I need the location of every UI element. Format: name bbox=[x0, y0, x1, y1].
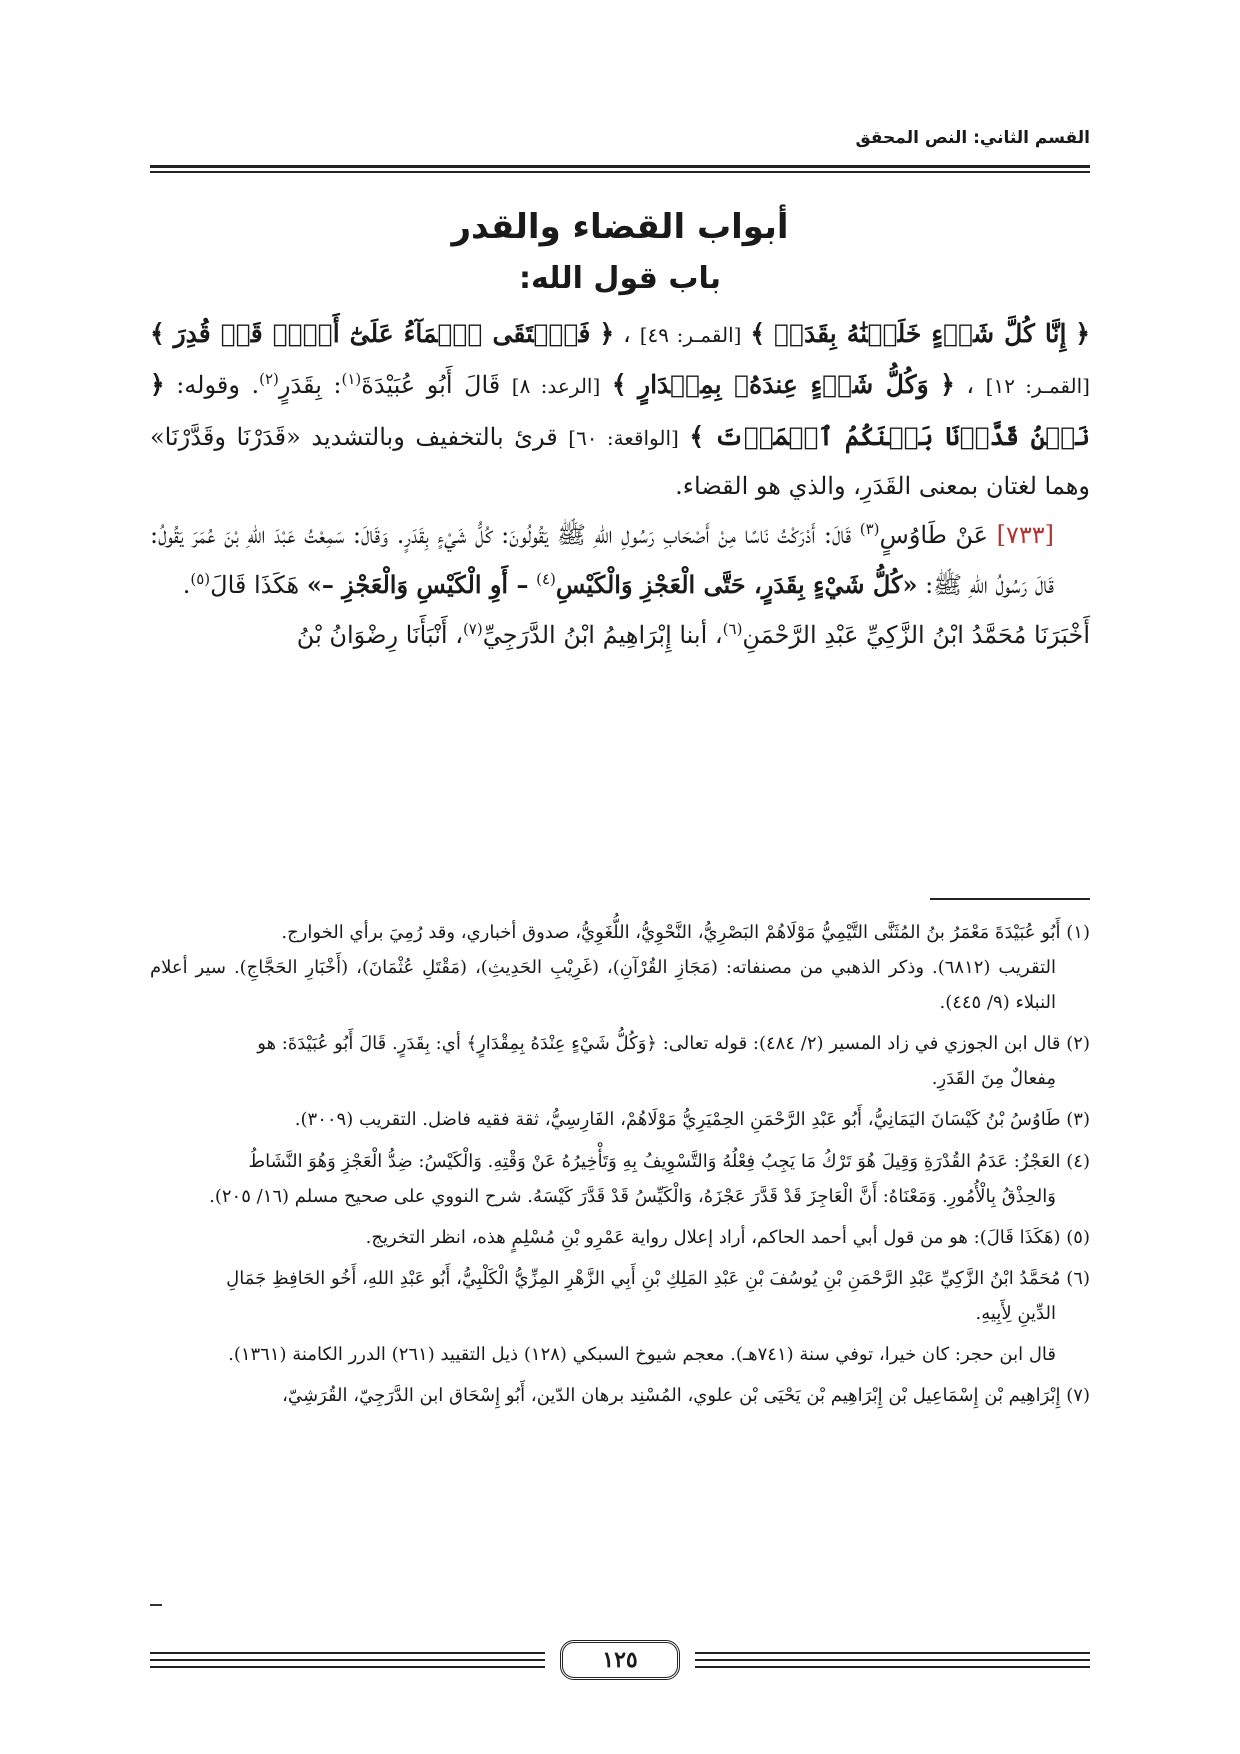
separator: ، bbox=[623, 320, 631, 349]
footnote-number: (٢) bbox=[1066, 1033, 1090, 1055]
hadith-text: «كُلُّ شَيْءٍ بِقَدَرٍ، حَتَّى الْعَجْزِ وَالْكَيْسِ bbox=[555, 570, 918, 600]
footnote-continuation: التقريب (٦٨١٢). وذكر الذهبي من مصنفاته: (مَجَازِ القُرْآنِ)، (غَرِيْبِ الحَدِيثِ)، (مَقْتَلِ عُثْمَانَ)، (أَخْبَارِ الحَجَّاجِ). سير أعلام النبلاء (٩/ ٤٤٥). bbox=[150, 957, 1057, 1014]
footnote-separator bbox=[930, 898, 1090, 900]
body-text: ، أَنْبَأَنَا رِضْوَانُ بْنُ bbox=[296, 620, 463, 649]
footnotes bbox=[150, 915, 1090, 1419]
footer-rule bbox=[150, 1652, 545, 1654]
body-text: : بِقَدَرٍ bbox=[278, 371, 342, 400]
verses-paragraph bbox=[150, 308, 1090, 511]
separator: ، bbox=[966, 371, 975, 400]
footer-rule bbox=[695, 1659, 1090, 1661]
footer-rule bbox=[150, 1666, 545, 1668]
verse-reference: [الواقعة: ٦٠] bbox=[568, 425, 679, 450]
ornate-bracket: ﴾ bbox=[750, 319, 766, 349]
footnote bbox=[150, 1378, 1090, 1413]
footnote-continuation: مِفعالٌ مِنَ القَدَرِ. bbox=[931, 1068, 1056, 1090]
hadith-paragraph bbox=[150, 511, 1090, 610]
quran-verse: وَكُلُّ شَيۡءٍ عِندَهُۥ بِمِقۡدَارٍ bbox=[638, 370, 929, 400]
footnote-number: (٦) bbox=[1066, 1267, 1090, 1289]
ornate-bracket: ﴿ bbox=[940, 370, 955, 400]
footnote bbox=[150, 1144, 1090, 1214]
quran-verse: فَٱلۡتَقَى ٱلۡمَآءُ عَلَىٰٓ أَمۡرٖ قَدۡ قُدِرَ bbox=[173, 319, 591, 349]
body-text: هَكَذَا قَالَ bbox=[210, 571, 300, 600]
ornate-bracket: ﴿ bbox=[599, 319, 615, 349]
isnad-paragraph bbox=[150, 611, 1090, 660]
footnote-marker: (٢) bbox=[259, 370, 279, 389]
verse-reference: [القمـر: ٤٩] bbox=[639, 323, 742, 348]
footnote-number: (٧) bbox=[1066, 1385, 1090, 1407]
footnote-text: قال ابن الجوزي في زاد المسير (٢/ ٤٨٤): قوله تعالى: ﴿وَكُلُّ شَيْءٍ عِنْدَهُ بِمِقْدَارٍ﴾ أي: بِقَدَرٍ. قَالَ أَبُو عُبَيْدَةَ: هو bbox=[257, 1033, 1061, 1055]
body-text: . وقوله: bbox=[176, 371, 260, 400]
footer-rule bbox=[695, 1666, 1090, 1668]
footnote-number: (٥) bbox=[1066, 1226, 1090, 1248]
footnote-marker: (٦) bbox=[722, 619, 743, 638]
running-head: القسم الثاني: النص المحقق bbox=[855, 128, 1090, 148]
body-text: ، أبنا إِبْرَاهِيمُ ابْنُ الدَّرَجِيِّ bbox=[482, 620, 723, 649]
footnote-text: (هَكَذَا قَالَ): هو من قول أبي أحمد الحاكم، أراد إعلال رواية عَمْرِو بْنِ مُسْلِمٍ هذه، انظر التخريج. bbox=[365, 1226, 1061, 1248]
footnote-text: العَجْزُ: عَدَمُ القُدْرَةِ وَقِيلَ هُوَ تَرْكُ مَا يَجِبُ فِعْلُهُ وَالتَّسْوِيفُ بِهِ وَتَأْخِيرُهُ عَنْ وَقْتِهِ. وَالْكَيْسُ: ضِدُّ الْعَجْزِ وَهُوَ النَّشَاطُ bbox=[248, 1150, 1061, 1172]
quran-verse: إِنَّا كُلَّ شَيۡءٍ خَلَقۡنَٰهُ بِقَدَرٖ bbox=[773, 319, 1067, 349]
ornate-bracket: ﴾ bbox=[611, 370, 627, 400]
footnote-number: (٤) bbox=[1066, 1150, 1090, 1172]
footnote-marker: (١) bbox=[341, 370, 362, 389]
footnote-continuation: وَالحِذْقُ بِالْأُمُورِ. وَمَعْنَاهُ: أَنَّ الْعَاجِزَ قَدْ قَدَّرَ عَجْزَهُ، وَالْكَيِّسُ قَدْ قَدَّرَ كَيْسَهُ. شرح النووي على صحيح مسلم (١٦/ ٢٠٥). bbox=[209, 1185, 1056, 1207]
header-rule-thin bbox=[150, 171, 1090, 173]
footnote bbox=[150, 915, 1090, 1020]
verse-reference: [القمـر: ١٢] bbox=[985, 374, 1090, 399]
footnote-text: طَاوُسُ بْنُ كَيْسَانَ اليَمَانِيُّ، أَبُو عَبْدِ الرَّحْمَنِ الحِمْيَرِيُّ مَوْلَاهُمْ، الفَارِسِيُّ، ثقة فقيه فاضل. التقريب (٣٠٠٩). bbox=[294, 1109, 1061, 1131]
footer-rule bbox=[695, 1652, 1090, 1654]
footnote-text: أَبُو عُبَيْدَةَ مَعْمَرُ بنُ المُثَنَّى التَّيْمِيُّ مَوْلَاهُمْ البَصْرِيُّ، النَّحْوِيُّ، اللُّغَوِيُّ، صدوق أخباري، وقد رُمِيَ برأي الخوارج. bbox=[281, 922, 1061, 943]
ornate-bracket: ﴾ bbox=[689, 421, 705, 451]
footnote-text: إِبْرَاهِيم بْن إِسْمَاعِيل بْن إِبْرَاهِيم بْن يَحْيَى بْن علوي، المُسْنِد برهان الدّين، أَبُو إِسْحَاق ابن الدَّرَجِيّ، القُرَشِيّ، bbox=[282, 1385, 1061, 1407]
body-text: . bbox=[182, 571, 191, 600]
footnote-extra: قال ابن حجر: كان خيرا، توفي سنة (٧٤١هـ). معجم شيوخ السبكي (١٢٨) ذيل التقييد (٢٦١) الدرر الكامنة (١٣٦١). bbox=[228, 1344, 1056, 1366]
ornate-bracket: ﴿ bbox=[1075, 319, 1091, 349]
page-footer bbox=[150, 1640, 1090, 1680]
footnote bbox=[150, 1261, 1090, 1331]
section-title: باب قول الله: bbox=[518, 261, 722, 297]
body-text: قَالَ أَبُو عُبَيْدَةَ bbox=[361, 371, 501, 400]
body-text: قرئ بالتخفيف وبالتشديد «قَدَرْنَا وقَدَّرْنَا» وهما لغتان بمعنى القَدَرِ، والذي هو القضاء. bbox=[150, 422, 1090, 500]
page-number: ١٢٥ bbox=[560, 1640, 680, 1680]
footnote bbox=[150, 1102, 1090, 1137]
footnote-marker: (٧) bbox=[462, 619, 483, 638]
footnote-marker: (٤) bbox=[536, 570, 556, 589]
footnote-continuation: الدِّينِ لِأَبِيهِ. bbox=[975, 1302, 1056, 1324]
footnote-marker: (٣) bbox=[859, 520, 880, 539]
chapter-title: أبواب القضاء والقدر bbox=[451, 207, 789, 247]
body-text: قَالَ: أَدْرَكْتُ نَاسًا مِنْ أَصْحَابِ رَسُولِ اللهِ ﷺ يَقُولُونَ: كُلُّ شَيْءٍ بِقَدَرٍ. وَقَالَ: سَمِعْتُ عَبْدَ اللهِ بْنَ عُمَرَ يَقُولُ: قَالَ رَسُولُ اللهِ ﷺ: bbox=[150, 521, 1054, 600]
footnote bbox=[150, 1220, 1090, 1255]
ornate-bracket: ﴿ bbox=[150, 370, 165, 400]
footnote-number: (١) bbox=[1066, 922, 1090, 943]
main-text bbox=[150, 205, 1090, 660]
header-rule-thick bbox=[150, 165, 1090, 168]
footnote-text: مُحَمَّدُ ابْنُ الزَّكِيِّ عَبْدِ الرَّحْمَنِ بْنِ يُوسُفَ بْنِ عَبْدِ المَلِكِ بْنِ أَبِي الزَّهْرِ المِزِّيُّ الْكَلْبِيُّ، أَبُو عَبْدِ اللهِ، أَخُو الحَافِظِ جَمَالِ bbox=[226, 1267, 1061, 1289]
footnote-marker: (٥) bbox=[190, 570, 211, 589]
body-text: عَنْ طَاوُسٍ bbox=[879, 521, 988, 550]
hadith-number: [٧٣٣] bbox=[996, 521, 1055, 550]
footnote bbox=[150, 1026, 1090, 1096]
verse-reference: [الرعد: ٨] bbox=[511, 374, 601, 399]
continuation-dash bbox=[150, 1604, 162, 1606]
hadith-text: – أَوِ الْكَيْسِ وَالْعَجْزِ –» bbox=[306, 570, 529, 600]
footnote-number: (٣) bbox=[1066, 1109, 1090, 1131]
quran-verse: نَحۡنُ قَدَّرۡنَا بَيۡنَكُمُ ٱلۡمَوۡتَ bbox=[714, 421, 1090, 451]
body-text: أَخْبَرَنَا مُحَمَّدُ ابْنُ الزَّكِيِّ عَبْدِ الرَّحْمَنِ bbox=[742, 620, 1090, 649]
ornate-bracket: ﴾ bbox=[150, 319, 165, 349]
footer-rule bbox=[150, 1659, 545, 1661]
